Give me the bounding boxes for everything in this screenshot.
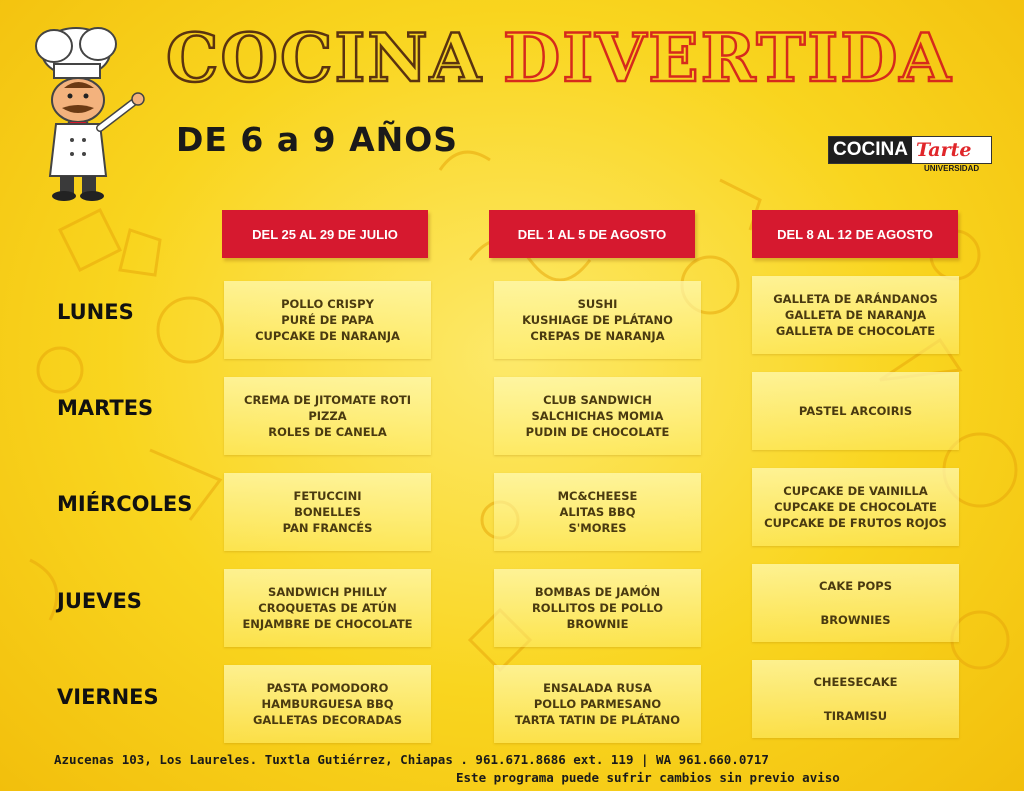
menu-item: MC&CHEESE	[557, 489, 638, 503]
menu-item: ROLES DE CANELA	[268, 425, 387, 439]
menu-item: GALLETA DE CHOCOLATE	[775, 324, 936, 338]
footer-address: Azucenas 103, Los Laureles. Tuxtla Gutiérrez, Chiapas . 961.671.8686 ext. 119 | WA 961.660.0717	[54, 752, 769, 767]
menu-cell	[494, 665, 701, 743]
menu-cell	[752, 564, 959, 642]
day-label-viernes: VIERNES	[57, 685, 159, 709]
menu-cell	[494, 569, 701, 647]
menu-cell	[224, 473, 431, 551]
page-title	[166, 18, 953, 98]
menu-item: CREPAS DE NARANJA	[530, 329, 665, 343]
menu-item: BROWNIES	[820, 613, 891, 627]
menu-cell	[752, 660, 959, 738]
menu-item: BONELLES	[294, 505, 361, 519]
menu-item: PURÉ DE PAPA	[281, 313, 374, 327]
menu-item: PIZZA	[308, 409, 347, 423]
age-range-subtitle: DE 6 a 9 AÑOS	[176, 120, 459, 159]
menu-item: S'MORES	[568, 521, 627, 535]
week-header-3: DEL 8 AL 12 DE AGOSTO	[752, 210, 958, 258]
menu-item: BROWNIE	[566, 617, 629, 631]
menu-item: CAKE POPS	[818, 579, 893, 593]
menu-item: GALLETA DE NARANJA	[784, 308, 927, 322]
menu-cell	[224, 377, 431, 455]
day-label-jueves: JUEVES	[57, 589, 142, 613]
menu-item: PASTA POMODORO	[266, 681, 389, 695]
day-label-martes: MARTES	[57, 396, 154, 420]
week-header-2: DEL 1 AL 5 DE AGOSTO	[489, 210, 695, 258]
menu-item: SANDWICH PHILLY	[268, 585, 387, 599]
menu-item: TIRAMISU	[823, 709, 888, 723]
brand-logo	[828, 136, 998, 178]
brand-box	[828, 136, 992, 164]
menu-item: PASTEL ARCOIRIS	[798, 404, 913, 418]
title-part1: COCINA	[166, 19, 483, 97]
menu-item: CUPCAKE DE FRUTOS ROJOS	[764, 516, 947, 530]
menu-item: POLLO PARMESANO	[533, 697, 662, 711]
menu-item: CUPCAKE DE VAINILLA	[783, 484, 928, 498]
day-label-miercoles: MIÉRCOLES	[57, 492, 193, 516]
menu-cell	[224, 665, 431, 743]
menu-item: POLLO CRISPY	[281, 297, 374, 311]
menu-cell	[752, 468, 959, 546]
chef-illustration	[24, 18, 164, 203]
day-label-lunes: LUNES	[57, 300, 134, 324]
menu-cell	[494, 473, 701, 551]
menu-item: GALLETA DE ARÁNDANOS	[773, 292, 938, 306]
brand-subtitle: UNIVERSIDAD	[924, 164, 980, 173]
menu-item: CREMA DE JITOMATE ROTI	[244, 393, 411, 407]
menu-cell	[224, 281, 431, 359]
menu-item: ROLLITOS DE POLLO	[531, 601, 664, 615]
menu-item: SALCHICHAS MOMIA	[531, 409, 664, 423]
menu-item: ENJAMBRE DE CHOCOLATE	[242, 617, 413, 631]
menu-item: GALLETAS DECORADAS	[252, 713, 403, 727]
menu-item: FETUCCINI	[293, 489, 362, 503]
menu-cell	[494, 281, 701, 359]
brand-name-b: Tarte	[915, 139, 972, 161]
title-part2: DIVERTIDA	[502, 19, 953, 97]
menu-item: PAN FRANCÉS	[282, 521, 373, 535]
menu-cell	[752, 372, 959, 450]
menu-cell	[224, 569, 431, 647]
menu-cell	[494, 377, 701, 455]
brand-name-a: COCINA	[829, 137, 912, 163]
menu-item: TARTA TATIN DE PLÁTANO	[514, 713, 681, 727]
menu-item: BOMBAS DE JAMÓN	[534, 585, 661, 599]
menu-item: KUSHIAGE DE PLÁTANO	[522, 313, 673, 327]
menu-item: CUPCAKE DE NARANJA	[255, 329, 400, 343]
menu-item: ENSALADA RUSA	[543, 681, 652, 695]
menu-item: CROQUETAS DE ATÚN	[258, 601, 397, 615]
menu-cell	[752, 276, 959, 354]
menu-item: SUSHI	[577, 297, 618, 311]
menu-item: CLUB SANDWICH	[543, 393, 652, 407]
footer-notice: Este programa puede sufrir cambios sin previo aviso	[456, 770, 840, 785]
menu-item: PUDIN DE CHOCOLATE	[525, 425, 670, 439]
menu-item: CHEESECAKE	[813, 675, 898, 689]
menu-item: CUPCAKE DE CHOCOLATE	[774, 500, 937, 514]
menu-item: ALITAS BBQ	[559, 505, 636, 519]
menu-item: HAMBURGUESA BBQ	[261, 697, 394, 711]
week-header-1: DEL 25 AL 29 DE JULIO	[222, 210, 428, 258]
